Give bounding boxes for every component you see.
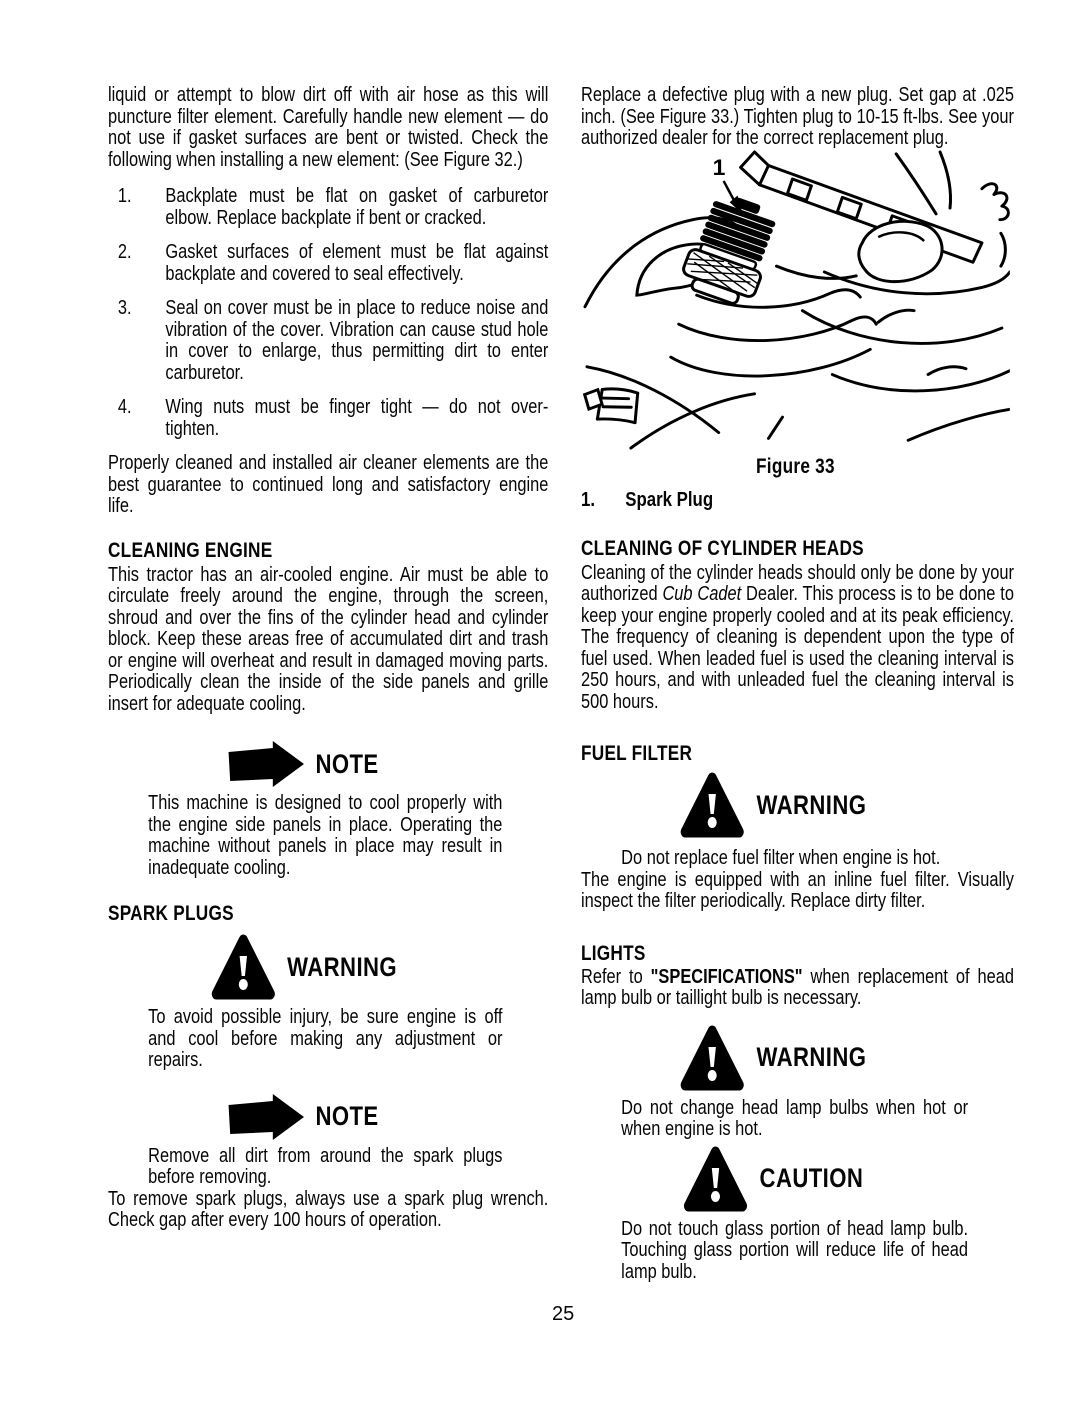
note-header xyxy=(83,1094,523,1140)
heading-cleaning-engine: CLEANING ENGINE xyxy=(108,538,273,562)
list-item-number: 2. xyxy=(117,241,132,263)
note-callout-cooling xyxy=(108,741,548,879)
paragraph-remove-plugs: To remove spark plugs, always use a spark plug wrench. Check gap after every 100 hours of operation. xyxy=(108,1187,549,1231)
spark-plug-figure-drawing xyxy=(581,150,1010,450)
figure-33 xyxy=(581,150,1010,512)
heading-fuel-filter: FUEL FILTER xyxy=(581,742,693,765)
heading-lights: LIGHTS xyxy=(581,941,646,965)
caution-text: Do not touch glass portion of head lamp bulb. Touching glass portion will reduce life of head lamp bulb. xyxy=(621,1217,969,1283)
list-item-text: Gasket surfaces of element must be flat against backplate and covered to seal effectively. xyxy=(165,241,549,285)
warning-header xyxy=(556,1024,989,1092)
note-arrow-icon xyxy=(229,1094,304,1140)
list-item-number: 3. xyxy=(117,297,132,319)
list-item xyxy=(108,397,548,440)
lights-text: when replacement of head lamp bulb or taillight bulb is necessary. xyxy=(581,965,1014,1009)
heading-cleaning-cylinder-heads: CLEANING OF CYLINDER HEADS xyxy=(581,536,864,560)
warning-text: Do not change head lamp bulbs when hot or when engine is hot. xyxy=(621,1096,969,1140)
install-checklist xyxy=(108,186,548,440)
list-item-text: Seal on cover must be in place to reduce noise and vibration of the cover. Vibration can cause stud hole in cover to enlarge, thus permitting dirt to enter carburetor. xyxy=(165,297,549,384)
warning-header xyxy=(83,933,523,1001)
paragraph-lights xyxy=(581,967,1014,1010)
cub-cadet-brand: Cub Cadet xyxy=(662,583,742,605)
warning-label: WARNING xyxy=(756,789,867,820)
heading-spark-plugs: SPARK PLUGS xyxy=(108,902,234,925)
figure-callout-number: 1 xyxy=(712,154,726,180)
figure-legend-label: Spark Plug xyxy=(625,487,714,511)
paragraph-fuel-filter: The engine is equipped with an inline fuel filter. Visually inspect the filter periodically. Replace dirty filter. xyxy=(581,868,1014,912)
figure-legend-number: 1. xyxy=(581,487,596,511)
note-arrow-icon xyxy=(229,1094,304,1140)
caution-triangle-icon xyxy=(682,1145,748,1213)
warning-callout-injury xyxy=(108,933,548,1072)
list-item xyxy=(108,298,548,384)
page-number: 25 xyxy=(552,1303,575,1325)
caution-header xyxy=(556,1145,989,1213)
lights-text: Refer to xyxy=(581,965,651,988)
warning-header xyxy=(556,771,989,839)
note-arrow-icon xyxy=(229,741,304,787)
paragraph-replace-plug: Replace a defective plug with a new plug. Set gap at .025 inch. (See Figure 33.) Tighten plug to 10-15 ft-lbs. See your authorized dealer for the correct replacement plug. xyxy=(581,84,1014,149)
note-arrow-icon xyxy=(229,741,304,787)
list-item-number: 1. xyxy=(117,185,132,207)
warning-triangle-icon xyxy=(679,1024,745,1092)
warning-label: WARNING xyxy=(756,1042,867,1072)
list-item xyxy=(108,186,548,229)
figure-caption: Figure 33 xyxy=(756,454,835,478)
paragraph-air-cleaner: liquid or attempt to blow dirt off with air hose as this will puncture filter element. Carefully handle new element — do not use if gasket surfaces are bent or twisted. Check the following when installing a new element: (See Figure 32.) xyxy=(108,84,549,171)
note-callout-dirt xyxy=(108,1094,548,1189)
caution-label: CAUTION xyxy=(759,1163,864,1193)
warning-label: WARNING xyxy=(287,951,398,982)
paragraph-cleaning-engine: This tractor has an air-cooled engine. Air must be able to circulate freely around the engine, through the screen, shroud and over the fins of the cylinder head and cylinder block. Keep these areas free of accumulated dirt and trash or engine will overheat and result in damaged moving parts. Periodically clean the inside of the side panels and grille insert for adequate cooling. xyxy=(108,563,549,715)
note-text: This machine is designed to cool properly with the engine side panels in place. Operating the machine without panels in place may result in inadequate cooling. xyxy=(148,792,503,879)
note-text: Remove all dirt from around the spark plugs before removing. xyxy=(148,1144,503,1188)
warning-triangle-icon xyxy=(679,771,745,839)
list-item-text: Backplate must be flat on gasket of carburetor elbow. Replace backplate if bent or cracked. xyxy=(165,185,549,229)
cylinder-text: Dealer. This process is to be done to keep your engine properly cooled and at its peak efficiency. The frequency of cleaning is dependent upon the type of fuel used. When leaded fuel is used the cleaning interval is 250 hours, and with unleaded fuel the cleaning interval is 500 hours. xyxy=(581,583,1014,713)
list-item-number: 4. xyxy=(117,396,132,418)
warning-text: To avoid possible injury, be sure engine is off and cool before making any adjustment or repairs. xyxy=(148,1006,503,1071)
warning-text: Do not replace fuel filter when engine is hot. xyxy=(621,847,941,869)
warning-triangle-icon xyxy=(210,933,276,1001)
left-column xyxy=(108,85,548,1232)
list-item-text: Wing nuts must be finger tight — do not over-tighten. xyxy=(165,396,549,440)
warning-triangle-icon xyxy=(679,771,745,839)
note-label: NOTE xyxy=(315,748,379,779)
warning-triangle-icon xyxy=(210,933,276,1001)
note-label: NOTE xyxy=(315,1101,379,1131)
caution-callout-glass-bulb xyxy=(581,1145,1014,1284)
list-item xyxy=(108,242,548,285)
figure-legend xyxy=(581,488,1010,512)
warning-callout-head-lamp xyxy=(581,1024,1014,1141)
caution-triangle-icon xyxy=(682,1145,748,1213)
specifications-reference: "SPECIFICATIONS" xyxy=(650,965,803,988)
warning-triangle-icon xyxy=(679,1024,745,1092)
cylinder-text: Cleaning of the cylinder heads should only be done by your authorized xyxy=(581,561,1014,605)
paragraph-cylinder-heads xyxy=(581,563,1014,714)
right-column xyxy=(581,85,1014,1283)
note-header xyxy=(83,741,523,787)
paragraph-properly-cleaned: Properly cleaned and installed air cleaner elements are the best guarantee to continued long and satisfactory engine life. xyxy=(108,452,549,517)
spark-plug-illustration xyxy=(678,188,785,309)
warning-callout-fuel-filter xyxy=(581,771,1014,870)
